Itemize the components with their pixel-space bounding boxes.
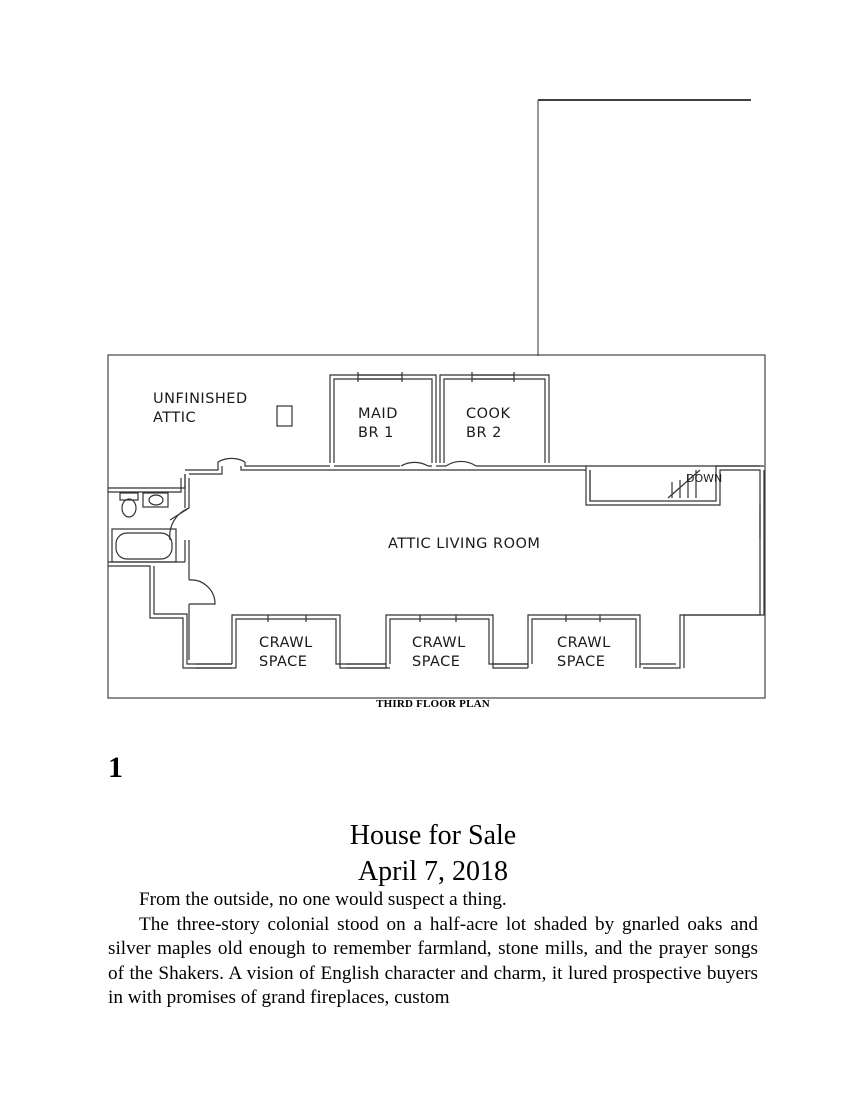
paragraph: From the outside, no one would suspect a thing. <box>139 889 507 910</box>
chapter-date: April 7, 2018 <box>357 856 509 887</box>
right-wall <box>684 470 764 668</box>
maid-window <box>358 372 402 382</box>
crawl-space-3-label-2: SPACE <box>557 654 606 670</box>
maid-room-label-2: BR 1 <box>358 425 394 441</box>
maid-room-label-1: MAID <box>358 406 398 422</box>
crawl-space-2-label-1: CRAWL <box>412 635 466 651</box>
stairs-down-label: DOWN <box>686 472 723 485</box>
body-text <box>108 888 758 1011</box>
chapter-number: 1 <box>108 751 123 784</box>
crawl-space-1-label-1: CRAWL <box>259 635 313 651</box>
living-room-label: ATTIC LIVING ROOM <box>388 536 541 552</box>
bath-bottom-wall <box>108 562 236 668</box>
figure-caption: THIRD FLOOR PLAN <box>376 698 490 710</box>
bathtub <box>116 533 172 559</box>
bath-top-wall <box>108 474 185 492</box>
crawl-space-2-label-2: SPACE <box>412 654 461 670</box>
cook-room-label-1: COOK <box>466 406 511 422</box>
cook-door <box>446 461 476 466</box>
paragraph: The three-story colonial stood on a half-acre lot shaded by gnarled oaks and silver maples old enough to remember farmland, stone mills, and the prayer songs of the Shakers. A vision of English character and charm, it lured prospective buyers in with promises of grand fireplaces, custom <box>108 913 758 1008</box>
cook-room-label-2: BR 2 <box>466 425 502 441</box>
toilet-bowl <box>122 499 136 517</box>
crawl-space-3-label-1: CRAWL <box>557 635 611 651</box>
unfinished-attic-label-2: ATTIC <box>153 410 197 426</box>
living-room-wall-top-inner <box>189 466 764 501</box>
unfinished-attic-label-1: UNFINISHED <box>153 391 248 407</box>
attic-hatch <box>277 406 292 426</box>
bath-door-2 <box>189 580 215 604</box>
attic-door <box>218 458 245 462</box>
chapter-title: House for Sale <box>349 820 517 851</box>
maid-door <box>401 462 428 466</box>
stair-box <box>586 466 760 501</box>
cook-window <box>472 372 514 382</box>
sink-basin <box>149 495 163 505</box>
bath-door-1 <box>170 508 189 540</box>
crawl-space-1-label-2: SPACE <box>259 654 308 670</box>
